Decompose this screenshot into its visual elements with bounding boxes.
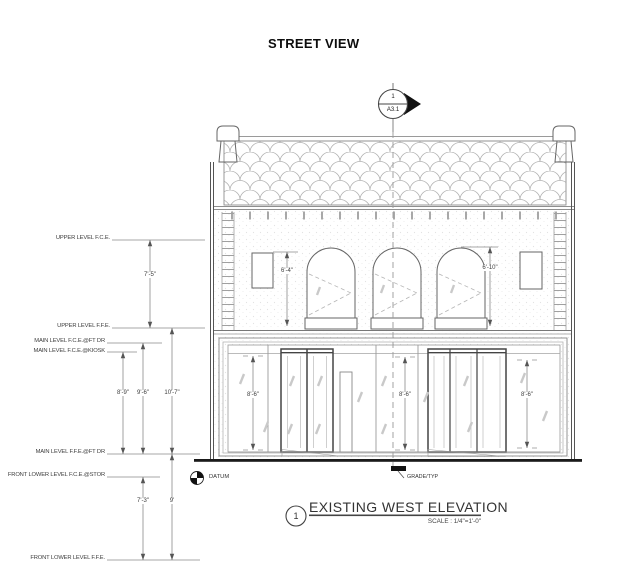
arched-windows xyxy=(305,248,487,329)
level-label-main-fce-ft-dr: MAIN LEVEL F.C.E.@FT DR xyxy=(34,338,105,344)
dim-7-3: 7'-3" xyxy=(137,498,149,504)
level-label-main-fce-kiosk: MAIN LEVEL F.C.E.@KIOSK xyxy=(33,347,105,354)
dim-7-5: 7'-5" xyxy=(144,272,156,278)
section-marker-sheet: A3.1 xyxy=(386,107,400,113)
datum-symbol xyxy=(191,472,204,485)
dim-8-6-left: 8'-6" xyxy=(247,392,259,398)
dim-9-6: 9'-6" xyxy=(137,390,149,396)
dim-8-6-center: 8'-6" xyxy=(399,392,411,398)
dim-8-6-right: 8'-6" xyxy=(521,392,533,398)
ground-line xyxy=(194,459,582,478)
street-view-title: STREET VIEW xyxy=(268,36,360,51)
datum-label: DATUM xyxy=(209,473,230,480)
dim-6-10: 6'-10" xyxy=(482,265,498,271)
title-block-title: EXISTING WEST ELEVATION xyxy=(309,499,509,515)
grade-label: GRADE/TYP xyxy=(407,474,439,480)
level-label-upper-ffe: UPPER LEVEL F.F.E. xyxy=(57,323,110,329)
title-block-number: 1 xyxy=(293,511,299,521)
dim-8-9: 8'-9" xyxy=(117,390,129,396)
dim-9: 9' xyxy=(169,498,175,504)
tile-roof xyxy=(214,137,574,216)
dim-10-7: 10'-7" xyxy=(164,390,180,396)
level-label-front-lower-ffe: FRONT LOWER LEVEL F.F.E. xyxy=(30,555,105,561)
level-label-main-ffe-ft-dr: MAIN LEVEL F.F.E.@FT DR xyxy=(35,449,105,455)
level-label-front-lower-fce-stor: FRONT LOWER LEVEL F.C.E.@STOR xyxy=(7,472,105,478)
title-block-scale: SCALE : 1/4"=1'-0" xyxy=(427,518,481,525)
section-marker-number: 1 xyxy=(391,94,395,100)
grade-marker xyxy=(391,466,406,471)
dim-6-4: 6'-4" xyxy=(281,268,293,274)
level-lines xyxy=(107,240,205,560)
level-label-upper-fce: UPPER LEVEL F.C.E. xyxy=(55,235,110,241)
